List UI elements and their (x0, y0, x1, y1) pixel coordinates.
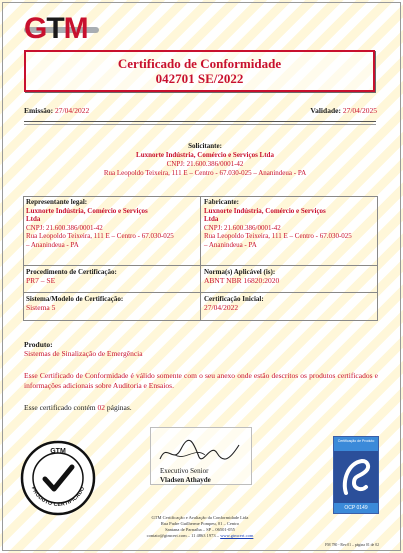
footer-website-link[interactable]: www.gtmcert.com (220, 533, 254, 538)
produto-value: Sistemas de Sinalização de Emergência (24, 349, 143, 358)
solicitante-heading: Solicitante: (188, 142, 222, 150)
logo-letter-g: G (24, 12, 47, 45)
inmetro-mark-icon (334, 451, 378, 503)
footer-street: Rua Padre Guilherme Pompeu, 01 – Centro (160, 521, 240, 526)
grid-divider-vertical (200, 196, 201, 321)
representante-cell (26, 198, 198, 249)
signatory-role: Executivo Senior (160, 467, 209, 475)
representante-cnpj: CNPJ: 21.600.386/0001-42 (26, 223, 103, 232)
certificate-title-box (24, 50, 375, 92)
fabricante-name-cont: Ltda (204, 215, 219, 223)
page-count-value: 02 (97, 403, 106, 412)
procedimento-value: PR7 – SE (26, 275, 56, 285)
emissao-label: Emissão: (24, 106, 54, 115)
fabricante-cell (204, 198, 376, 249)
representante-heading: Representante legal: (26, 198, 88, 206)
footer-city: Santana de Parnaíba – SP – 06501-055 (165, 527, 235, 532)
grid-divider-horizontal (23, 292, 378, 293)
divider (24, 121, 376, 122)
signature-text (150, 467, 250, 485)
gtm-logo (24, 14, 88, 44)
sistema-heading: Sistema/Modelo de Certificação: (26, 295, 124, 303)
page-count-line (24, 403, 132, 412)
seal-bottom-text: PRODUTO CERTIFICADO (29, 485, 87, 509)
fabricante-address: Rua Leopoldo Teixeira, 111 E – Centro - 67.030-025 (204, 232, 352, 240)
normas-heading: Norma(s) Aplicável (is): (204, 268, 276, 276)
procedimento-heading: Procedimento de Certificação: (26, 268, 117, 276)
fabricante-heading: Fabricante: (204, 198, 239, 206)
divider (24, 124, 376, 125)
certified-product-seal (20, 440, 96, 516)
logo-text (24, 14, 88, 44)
produto-heading: Produto: (24, 340, 53, 349)
certificacao-cell (204, 295, 376, 312)
validade-value: 27/04/2025 (342, 106, 377, 115)
emissao-value: 27/04/2022 (55, 106, 90, 115)
footer-contact (100, 533, 300, 539)
normas-cell (204, 268, 376, 285)
ocp-badge-code: OCP 0149 (334, 503, 378, 513)
solicitante-name: Luxnorte Indústria, Comércio e Serviços Ltda (136, 151, 274, 159)
sistema-value: Sistema 5 (26, 302, 56, 312)
solicitante-address: Rua Leopoldo Teixeira, 111 E – Centro - 67.030-025 – Ananindeua - PA (103, 169, 307, 177)
certificate-title: Certificado de Conformidade (117, 56, 282, 71)
sistema-cell (26, 295, 198, 312)
certificacao-value: 27/04/2022 (204, 302, 239, 312)
certificate-number: 042701 SE/2022 (155, 71, 244, 86)
ocp-accreditation-badge (333, 436, 379, 514)
fabricante-name: Luxnorte Indústria, Comércio e Serviços (204, 206, 326, 215)
signature-scribble (155, 437, 245, 467)
ocp-badge-top: Certificação de Produto (334, 437, 378, 451)
seal-top-text: GTM (50, 448, 66, 455)
page-count-prefix: Esse certificado contém (24, 403, 96, 412)
normas-value: ABNT NBR 16820:2020 (204, 275, 280, 285)
footer-company: GTM Certificação e Avaliação da Conformidade Ltda (151, 515, 249, 520)
solicitante-cnpj: CNPJ: 21.600.386/0001-42 (166, 160, 244, 168)
validade-label: Validade: (310, 106, 341, 115)
representante-name-cont: Ltda (26, 215, 41, 223)
procedimento-cell (26, 268, 198, 285)
representante-address-cont: – Ananindeua - PA (26, 240, 79, 249)
representante-address: Rua Leopoldo Teixeira, 111 E – Centro - 67.030-025 (26, 232, 174, 240)
fabricante-address-cont: – Ananindeua - PA (204, 240, 257, 249)
produto-block (24, 340, 143, 358)
signatory-name: Vladsen Athayde (160, 476, 211, 484)
form-code: FM 780 - Rev.01 – página 01 de 02 (325, 543, 379, 547)
grid-divider-horizontal (23, 265, 378, 266)
solicitante-block (60, 142, 350, 178)
footer (100, 515, 300, 539)
logo-letter-m: M (63, 12, 88, 45)
footer-contact-text: contato@gtmcert.com – 11 4863 1973 – (146, 533, 220, 538)
logo-letter-t: T (46, 12, 64, 45)
fabricante-cnpj: CNPJ: 21.600.386/0001-42 (204, 223, 281, 232)
page-count-suffix: páginas. (106, 403, 132, 412)
validity-note: Esse Certificado de Conformidade é válido somente com o seu anexo onde estão descritos os produtos certificados e informações adicionais sobre Auditoria e Ensaios. (24, 371, 378, 390)
dates-row (24, 106, 377, 115)
certificacao-heading: Certificação Inicial: (204, 295, 264, 303)
representante-name: Luxnorte Indústria, Comércio e Serviços (26, 206, 148, 215)
validade-group (310, 106, 377, 115)
